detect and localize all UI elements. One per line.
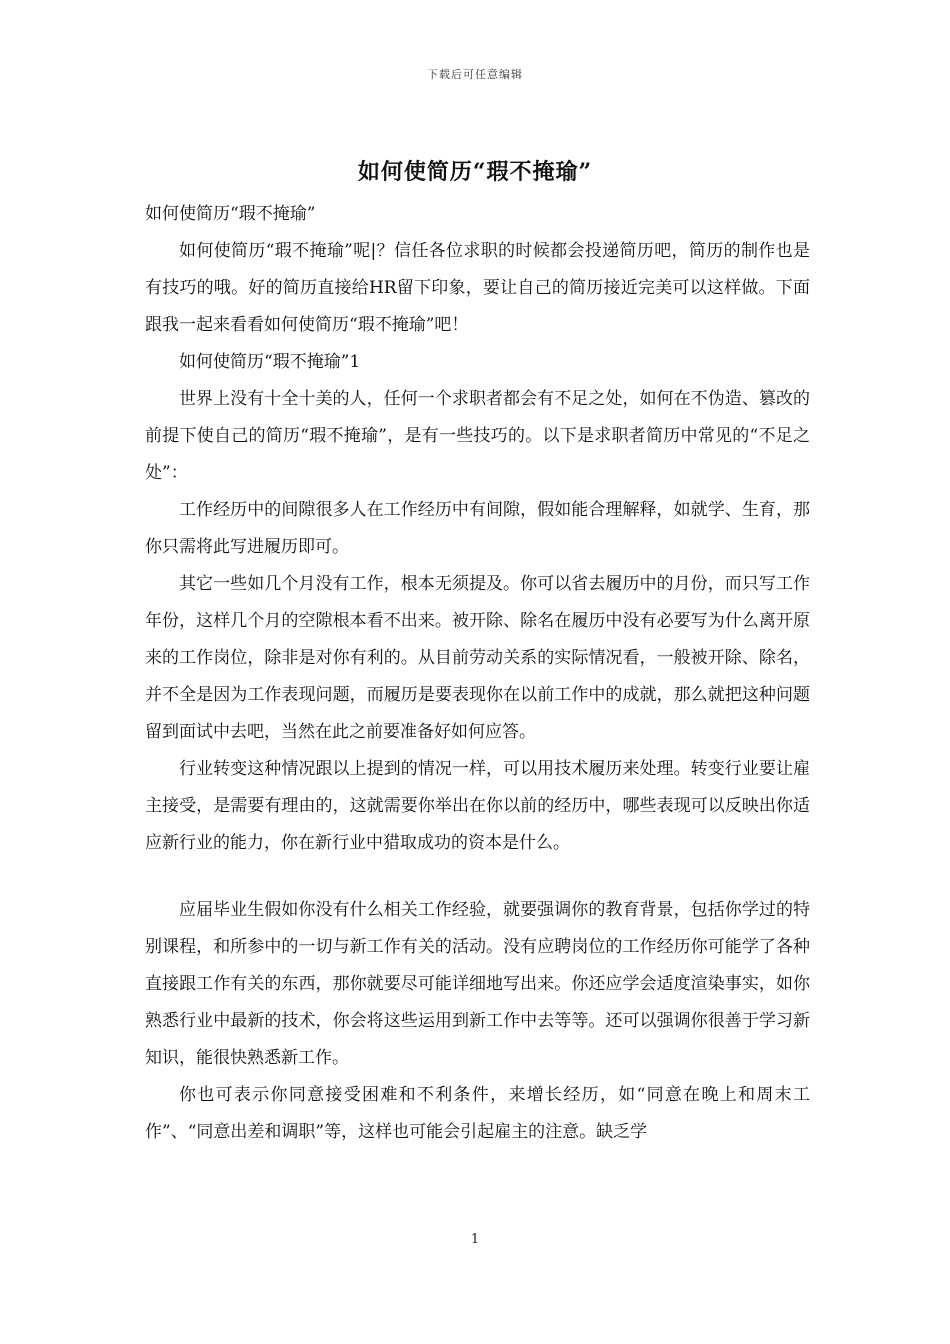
paragraph-subtitle: 如何使简历“瑕不掩瑜” <box>145 204 316 224</box>
paragraph-intro: 如何使简历“瑕不掩瑜”呢|？信任各位求职的时候都会投递简历吧，简历的制作也是有技巧的哦。好的简历直接给HR留下印象，要让自己的简历接近完美可以这样做。下面跟我一起来看看如何使简历“瑕不掩瑜”吧！ <box>145 241 810 335</box>
paragraph: 应届毕业生假如你没有什么相关工作经验，就要强调你的教育背景，包括你学过的特别课程，和所参中的一切与新工作有关的活动。没有应聘岗位的工作经历你可能学了各种直接跟工作有关的东西，那你就要尽可能详细地写出来。你还应学会适度渲染事实，如你熟悉行业中最新的技术，你会将这些运用到新工作中去等等。还可以强调你很善于学习新知识，能很快熟悉新工作。 <box>145 900 810 1068</box>
paragraph: 行业转变这种情况跟以上提到的情况一样，可以用技术履历来处理。转变行业要让雇主接受，是需要有理由的，这就需要你举出在你以前的经历中，哪些表现可以反映出你适应新行业的能力，你在新行业中猎取成功的资本是什么。 <box>145 759 810 853</box>
paragraph: 工作经历中的间隙很多人在工作经历中有间隙，假如能合理解释，如就学、生育，那你只需将此写进履历即可。 <box>145 500 810 557</box>
paragraph: 其它一些如几个月没有工作，根本无须提及。你可以省去履历中的月份，而只写工作年份，这样几个月的空隙根本看不出来。被开除、除名在履历中没有必要写为什么离开原来的工作岗位，除非是对你有利的。从目前劳动关系的实际情况看，一般被开除、除名，并不全是因为工作表现问题，而履历是要表现你在以前工作中的成就，那么就把这种问题留到面试中去吧，当然在此之前要准备好如何应答。 <box>145 574 810 742</box>
document-title: 如何使简历“瑕不掩瑜” <box>357 159 593 185</box>
document-body <box>145 196 810 1151</box>
paragraph: 你也可表示你同意接受困难和不利条件，来增长经历，如“同意在晚上和周末工作”、“同意出差和调职”等，这样也可能会引起雇主的注意。缺乏学 <box>145 1085 810 1142</box>
paragraph-section-heading: 如何使简历“瑕不掩瑜”1 <box>179 352 361 372</box>
page-header: 下载后可任意编辑 <box>427 68 523 81</box>
paragraph: 世界上没有十全十美的人，任何一个求职者都会有不足之处，如何在不伪造、篡改的前提下使自己的简历“瑕不掩瑜”，是有一些技巧的。以下是求职者简历中常见的“不足之处”： <box>145 389 810 483</box>
page-number: 1 <box>470 1232 480 1247</box>
